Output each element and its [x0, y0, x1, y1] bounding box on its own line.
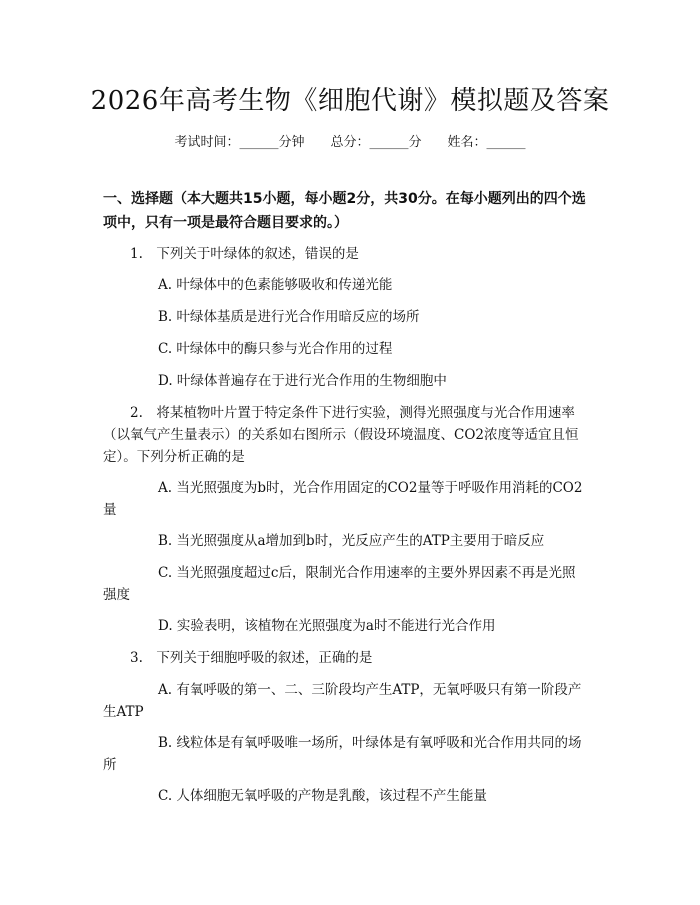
exam-score: 总分：______分 — [330, 135, 422, 150]
section-heading — [103, 187, 603, 235]
question-3-option-a: A. 有氧呼吸的第一、二、三阶段均产生ATP，无氧呼吸只有第一阶段产 — [158, 682, 582, 698]
question-2-option-b: B. 当光照强度从a增加到b时，光反应产生的ATP主要用于暗反应 — [158, 533, 545, 549]
exam-time: 考试时间：______分钟 — [174, 135, 305, 150]
question-3-stem: 3. 下列关于细胞呼吸的叙述，正确的是 — [130, 650, 373, 666]
question-3-option-c: C. 人体细胞无氧呼吸的产物是乳酸，该过程不产生能量 — [158, 788, 487, 804]
question-2-option-d: D. 实验表明，该植物在光照强度为a时不能进行光合作用 — [158, 618, 496, 634]
question-1-option-a: A. 叶绿体中的色素能够吸收和传递光能 — [158, 277, 393, 293]
question-2-option-a-cont: 量 — [103, 502, 117, 518]
section-heading-line-2: 项中，只有一项是最符合题目要求的。） — [103, 215, 348, 231]
question-1-option-b: B. 叶绿体基质是进行光合作用暗反应的场所 — [158, 309, 420, 325]
question-3-option-b: B. 线粒体是有氧呼吸唯一场所，叶绿体是有氧呼吸和光合作用共同的场 — [158, 735, 582, 751]
question-1-stem: 1. 下列关于叶绿体的叙述，错误的是 — [130, 246, 359, 262]
question-2-option-a: A. 当光照强度为b时，光合作用固定的CO2量等于呼吸作用消耗的CO2 — [158, 480, 583, 496]
question-2-option-c-cont: 强度 — [103, 587, 130, 603]
page-title: 2026年高考生物《细胞代谢》模拟题及答案 — [90, 86, 610, 116]
exam-meta — [0, 131, 700, 150]
question-1-option-d: D. 叶绿体普遍存在于进行光合作用的生物细胞中 — [158, 373, 447, 389]
question-2-stem-line-3: 定）。下列分析正确的是 — [103, 449, 245, 465]
question-2-stem-line-1: 2. 将某植物叶片置于特定条件下进行实验，测得光照强度与光合作用速率 — [130, 405, 575, 421]
question-3-option-a-cont: 生ATP — [103, 704, 144, 720]
student-name: 姓名：______ — [447, 135, 526, 150]
question-2-option-c: C. 当光照强度超过c后，限制光合作用速率的主要外界因素不再是光照 — [158, 565, 576, 581]
question-1-option-c: C. 叶绿体中的酶只参与光合作用的过程 — [158, 341, 393, 357]
question-3-option-b-cont: 所 — [103, 757, 117, 773]
question-2-stem-line-2: （以氧气产生量表示）的关系如右图所示（假设环境温度、CO2浓度等适宜且恒 — [103, 427, 579, 443]
section-heading-line-1: 一、选择题（本大题共15小题，每小题2分，共30分。在每小题列出的四个选 — [103, 191, 586, 207]
